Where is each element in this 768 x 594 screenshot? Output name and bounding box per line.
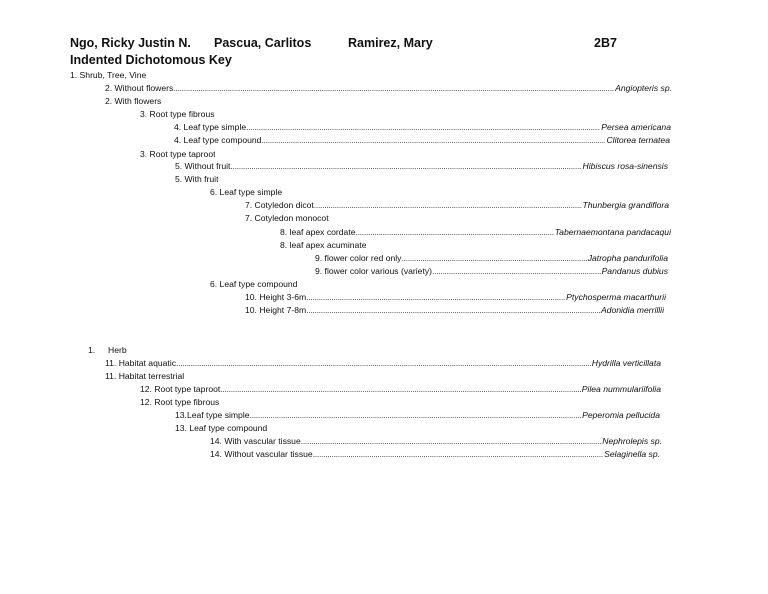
key-couplet: 3. Root type fibrous (140, 109, 215, 119)
leader-dots (356, 226, 554, 239)
key-couplet: 6. Leaf type simple (210, 187, 283, 197)
leader-dots (246, 121, 600, 134)
key-couplet: 2. Without flowers ..... Angiopteris sp. (105, 82, 672, 95)
species-name: Peperomia pellucida (582, 410, 660, 420)
leader-dots (306, 304, 600, 317)
species-name: Persea americana (601, 122, 671, 132)
key-couplet: 7. Cotyledon monocot (245, 213, 329, 223)
key-couplet: 1. Shrub, Tree, Vine (70, 70, 147, 80)
key-couplet: 7. Cotyledon dicot ..... Thunbergia grandiflora (245, 199, 669, 212)
leader-dots (173, 82, 614, 95)
species-name: Angiopteris sp. (615, 83, 672, 93)
leader-dots (261, 134, 605, 147)
key-couplet: 11. Habitat aquatic ..... Hydrilla verticillata (105, 357, 661, 370)
key-couplet: 5. Without fruit ..... Hibiscus rosa-sinensis (175, 160, 668, 173)
key-couplet: 14. With vascular tissue ..... Nephrolepis sp. (210, 435, 662, 448)
key-couplet: 13. Leaf type compound (175, 423, 268, 433)
species-name: Tabernaemontana pandacaqui (554, 227, 671, 237)
key-couplet: 12. Root type taproot ..... Pilea nummulariifolia (140, 383, 661, 396)
species-name: Adonidia merrillii (600, 305, 664, 315)
leader-dots (230, 160, 581, 173)
species-name: Hydrilla verticillata (591, 358, 661, 368)
species-name: Ptychosperma macarthurii (566, 292, 666, 302)
leader-dots (306, 291, 565, 304)
key-couplet: 8. leaf apex acuminate (280, 240, 367, 250)
key-couplet: 14. Without vascular tissue ..... Selaginella sp. (210, 448, 660, 461)
document-title: Indented Dichotomous Key (70, 53, 232, 67)
leader-dots (313, 448, 603, 461)
leader-dots (301, 435, 602, 448)
species-name: Clitorea ternatea (606, 135, 670, 145)
section-code: 2B7 (594, 36, 617, 50)
species-name: Selaginella sp. (604, 449, 660, 459)
key-couplet: 9. flower color various (variety) ..... Pandanus dubius (315, 265, 668, 278)
key-couplet: 11. Habitat terrestrial (105, 371, 185, 381)
key-couplet: 2. With flowers (105, 96, 162, 106)
species-name: Hibiscus rosa-sinensis (582, 161, 668, 171)
species-name: Pandanus dubius (601, 266, 668, 276)
key-couplet: 1. Herb (88, 345, 127, 355)
key-couplet: 4. Leaf type compound ..... Clitorea ternatea (174, 134, 670, 147)
leader-dots (176, 357, 591, 370)
key-couplet: 4. Leaf type simple ..... Persea americana (174, 121, 671, 134)
leader-dots (220, 383, 580, 396)
key-couplet: 6. Leaf type compound (210, 279, 298, 289)
author-name-1: Ngo, Ricky Justin N. (70, 36, 191, 50)
key-couplet: 5. With fruit (175, 174, 219, 184)
key-couplet: 9. flower color red only ..... Jatropha pandurifolia (315, 252, 668, 265)
leader-dots (314, 199, 582, 212)
species-name: Thunbergia grandiflora (582, 200, 669, 210)
key-couplet: 13.Leaf type simple ..... Peperomia pellucida (175, 409, 660, 422)
key-couplet: 12. Root type fibrous (140, 397, 220, 407)
author-name-2: Pascua, Carlitos (214, 36, 312, 50)
species-name: Jatropha pandurifolia (587, 253, 668, 263)
leader-dots (401, 252, 586, 265)
species-name: Nephrolepis sp. (602, 436, 662, 446)
species-name: Pilea nummulariifolia (581, 384, 661, 394)
author-name-3: Ramirez, Mary (348, 36, 433, 50)
leader-dots (250, 409, 582, 422)
key-couplet: 10. Height 3-6m ..... Ptychosperma macarthurii (245, 291, 666, 304)
leader-dots (432, 265, 601, 278)
key-couplet: 10. Height 7-8m ..... Adonidia merrillii (245, 304, 664, 317)
key-couplet: 8. leaf apex cordate ..... Tabernaemontana pandacaqui (280, 226, 671, 239)
key-couplet: 3. Root type taproot (140, 149, 216, 159)
